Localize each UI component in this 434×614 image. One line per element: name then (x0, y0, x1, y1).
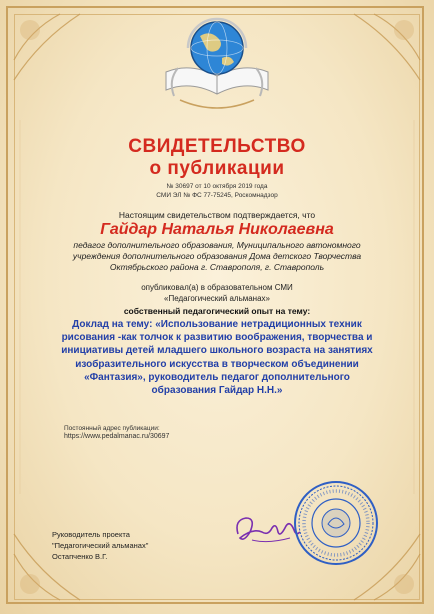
certificate-title: СВИДЕТЕЛЬСТВО (128, 136, 306, 157)
signature-icon (232, 510, 302, 550)
publication-title: Доклад на тему: «Использование нетрадиционных техник рисования -как толчок к развитию воображения, творчества и инициативы детей младшего школьного возраста на занятиях изобразительного искусства в творческом объединении «Фантазия», руководитель педагог дополнительного образования Гайдар Н.Н.» (61, 319, 373, 397)
recipient-position: педагог дополнительного образования, Муниципального автономного учреждения дополнительного образования Дома детского Творчества Октябрьского района г. Ставрополя, г. Ставрополь (72, 240, 362, 272)
signer-block (52, 529, 148, 562)
official-seal-icon (293, 480, 379, 566)
signer-role: Руководитель проекта (52, 530, 130, 539)
recipient-name: Гайдар Наталья Николаевна (100, 221, 334, 238)
certificate-subtitle: о публикации (149, 158, 285, 179)
signer-name: Остапченко В.Г. (52, 552, 108, 561)
confirm-statement: Настоящим свидетельством подтверждается, что (118, 210, 316, 220)
media-name: «Педагогический альманах» (164, 294, 270, 303)
publication-link[interactable]: https://www.pedalmanac.ru/30697 (64, 433, 170, 440)
globe-book-emblem-icon (160, 10, 274, 118)
certificate-number: № 30697 от 10 октября 2019 года (166, 183, 268, 190)
media-registration: СМИ ЭЛ № ФС 77-75245, Роскомнадзор (156, 192, 278, 199)
experience-label: собственный педагогический опыт на тему: (123, 306, 311, 316)
published-statement: опубликовал(а) в образовательном СМИ (141, 283, 293, 292)
address-label: Постоянный адрес публикации: (64, 425, 160, 432)
signer-project: "Педагогический альманах" (52, 541, 149, 550)
